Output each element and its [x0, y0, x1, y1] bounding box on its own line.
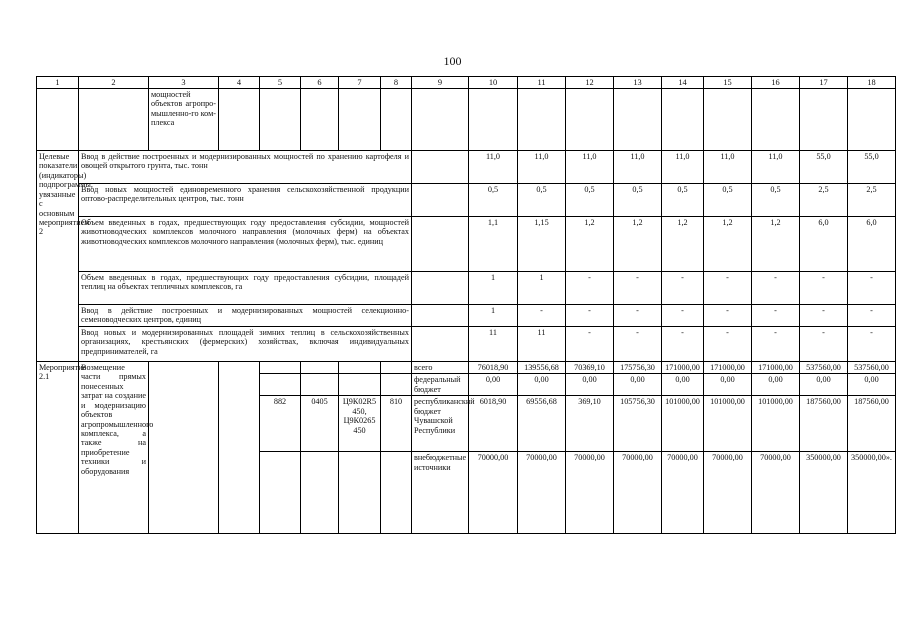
funding-value: 70000,00: [704, 452, 752, 534]
indicator-value: 11,0: [614, 151, 662, 184]
indicator-value: 11,0: [469, 151, 518, 184]
funding-source: федеральный бюджет: [412, 374, 469, 396]
cont-col-13: [614, 89, 662, 151]
indicator-value: -: [614, 327, 662, 362]
funding-value: 171000,00: [752, 362, 800, 374]
column-header-18: 18: [848, 77, 896, 89]
table-row: [37, 151, 896, 184]
cont-col-14: [662, 89, 704, 151]
indicator-value: -: [704, 272, 752, 305]
indicator-value: 2,5: [848, 184, 896, 217]
funding-value: 101000,00: [704, 396, 752, 452]
funding-value: 6018,90: [469, 396, 518, 452]
code-expense-group: 810: [381, 396, 412, 452]
code-col-5: [260, 362, 301, 374]
column-header-15: 15: [704, 77, 752, 89]
code-col-5: [260, 452, 301, 534]
column-header-1: 1: [37, 77, 79, 89]
funding-value: 369,10: [566, 396, 614, 452]
indicator-value: -: [752, 272, 800, 305]
measure-description: Возмещение части прямых понесенных затрат на создание и модернизацию объектов агропромышленного комплекса, а также на приобретение техники и оборудования: [79, 362, 149, 534]
column-header-7: 7: [339, 77, 381, 89]
cont-col-4: [219, 89, 260, 151]
indicator-value: 11,0: [752, 151, 800, 184]
indicator-value: -: [704, 327, 752, 362]
funding-value: 0,00: [469, 374, 518, 396]
indicator-value: 0,5: [469, 184, 518, 217]
code-col-8: [381, 362, 412, 374]
funding-value: 70000,00: [752, 452, 800, 534]
indicator-value: 0,5: [518, 184, 566, 217]
funding-value: 70000,00: [566, 452, 614, 534]
cont-col-10: [469, 89, 518, 151]
indicator-col-10: [412, 184, 469, 217]
indicator-value: -: [614, 305, 662, 327]
indicator-value: -: [800, 327, 848, 362]
code-section: 0405: [301, 396, 339, 452]
funding-source: всего: [412, 362, 469, 374]
cont-col-11: [518, 89, 566, 151]
indicator-col-10: [412, 272, 469, 305]
indicator-value: 11: [518, 327, 566, 362]
measure-col-3: [149, 362, 219, 534]
indicator-col-10: [412, 305, 469, 327]
indicator-value: -: [662, 272, 704, 305]
page-number: 100: [443, 54, 462, 68]
indicator-value: -: [752, 305, 800, 327]
indicator-value: -: [662, 327, 704, 362]
column-header-2: 2: [79, 77, 149, 89]
indicator-value: 11,0: [518, 151, 566, 184]
cont-col-7: [339, 89, 381, 151]
cont-col-15: [704, 89, 752, 151]
column-header-17: 17: [800, 77, 848, 89]
funding-value: 70000,00: [614, 452, 662, 534]
indicator-value: -: [566, 305, 614, 327]
indicator-value: 0,5: [566, 184, 614, 217]
funding-value: 76018,90: [469, 362, 518, 374]
indicator-value: -: [848, 305, 896, 327]
funding-value: 0,00: [662, 374, 704, 396]
funding-value: 70369,10: [566, 362, 614, 374]
cont-col-16: [752, 89, 800, 151]
table-row: [37, 184, 896, 217]
funding-value: 537560,00: [848, 362, 896, 374]
funding-value: 187560,00: [800, 396, 848, 452]
indicator-value: 1,2: [662, 217, 704, 272]
funding-source: республиканский бюджет Чувашской Республики: [412, 396, 469, 452]
measure-col-4: [219, 362, 260, 534]
table-row: [37, 217, 896, 272]
cont-col-17: [800, 89, 848, 151]
indicator-value: 1,2: [752, 217, 800, 272]
code-col-7: [339, 362, 381, 374]
indicator-value: -: [848, 327, 896, 362]
indicator-text: Ввод в действие построенных и модернизированных мощностей по хранению картофеля и овощей открытого грунта, тыс. тонн: [79, 151, 412, 184]
cont-col-9: [412, 89, 469, 151]
cont-col-18: [848, 89, 896, 151]
indicator-value: -: [800, 305, 848, 327]
table-row: [37, 272, 896, 305]
indicator-value: 1,1: [469, 217, 518, 272]
column-header-11: 11: [518, 77, 566, 89]
indicator-value: 11,0: [662, 151, 704, 184]
code-col-8: [381, 374, 412, 396]
funding-value: 0,00: [752, 374, 800, 396]
code-col-6: [301, 362, 339, 374]
indicator-value: -: [566, 272, 614, 305]
funding-value: 101000,00: [752, 396, 800, 452]
indicator-value: 11,0: [704, 151, 752, 184]
funding-value: 0,00: [800, 374, 848, 396]
indicator-value: 2,5: [800, 184, 848, 217]
code-col-5: [260, 374, 301, 396]
funding-value: 350000,00: [800, 452, 848, 534]
column-header-16: 16: [752, 77, 800, 89]
column-header-5: 5: [260, 77, 301, 89]
funding-value: 175756,30: [614, 362, 662, 374]
indicator-value: 0,5: [614, 184, 662, 217]
indicator-value: 1,2: [614, 217, 662, 272]
indicator-col-10: [412, 151, 469, 184]
table-row: [37, 362, 896, 374]
indicator-value: 1,2: [566, 217, 614, 272]
indicator-value: -: [800, 272, 848, 305]
funding-value: 70000,00: [662, 452, 704, 534]
indicator-value: -: [704, 305, 752, 327]
funding-source: внебюджетные источники: [412, 452, 469, 534]
code-col-8: [381, 452, 412, 534]
indicator-value: 11: [469, 327, 518, 362]
indicator-value: -: [662, 305, 704, 327]
indicator-text: Объем введенных в годах, предшествующих году предоставления субсидии, мощностей животноводческих комплексов молочного направления (молочных ферм) на объектах животноводческих комплексов молочного направления (молочных ферм), тыс. единиц: [79, 217, 412, 272]
funding-value: 69556,68: [518, 396, 566, 452]
indicator-value: -: [752, 327, 800, 362]
funding-value: 537560,00: [800, 362, 848, 374]
program-table: [36, 76, 896, 534]
indicator-value: -: [614, 272, 662, 305]
column-header-9: 9: [412, 77, 469, 89]
cont-col-3: мощностей объектов агропро-мышленно-го ком-плекса: [149, 89, 219, 151]
indicator-value: 55,0: [800, 151, 848, 184]
funding-value: 0,00: [518, 374, 566, 396]
indicator-value: 1: [469, 305, 518, 327]
funding-value: 139556,68: [518, 362, 566, 374]
column-header-4: 4: [219, 77, 260, 89]
indicator-col-10: [412, 217, 469, 272]
cont-col-2: [79, 89, 149, 151]
column-header-12: 12: [566, 77, 614, 89]
indicator-col-10: [412, 327, 469, 362]
funding-value: 70000,00: [518, 452, 566, 534]
code-col-7: [339, 374, 381, 396]
indicator-value: 6,0: [800, 217, 848, 272]
targets-label: Целевые показатели (индикаторы) подпрограммы, увязанные с основным мероприятием 2: [37, 151, 79, 362]
measure-number: Мероприятие 2.1: [37, 362, 79, 534]
code-col-7: [339, 452, 381, 534]
cont-col-8: [381, 89, 412, 151]
funding-value: 101000,00: [662, 396, 704, 452]
table-row: [37, 327, 896, 362]
funding-value: 70000,00: [469, 452, 518, 534]
funding-value: 350000,00».: [848, 452, 896, 534]
code-col-6: [301, 452, 339, 534]
funding-value: 105756,30: [614, 396, 662, 452]
indicator-value: 0,5: [662, 184, 704, 217]
indicator-text: Ввод в действие построенных и модернизированных мощностей селекционно-семеноводческих центров, единиц: [79, 305, 412, 327]
column-header-13: 13: [614, 77, 662, 89]
funding-value: 0,00: [614, 374, 662, 396]
funding-value: 171000,00: [704, 362, 752, 374]
indicator-value: 11,0: [566, 151, 614, 184]
code-target-article: Ц9К02R5 450, Ц9К0265 450: [339, 396, 381, 452]
indicator-value: 1,15: [518, 217, 566, 272]
cont-col-5: [260, 89, 301, 151]
cont-col-6: [301, 89, 339, 151]
column-header-3: 3: [149, 77, 219, 89]
column-header-6: 6: [301, 77, 339, 89]
column-header-14: 14: [662, 77, 704, 89]
indicator-value: 0,5: [704, 184, 752, 217]
indicator-value: 1,2: [704, 217, 752, 272]
indicator-value: -: [518, 305, 566, 327]
indicator-value: -: [848, 272, 896, 305]
funding-value: 171000,00: [662, 362, 704, 374]
indicator-value: 1: [469, 272, 518, 305]
funding-value: 0,00: [848, 374, 896, 396]
indicator-value: 55,0: [848, 151, 896, 184]
funding-value: 187560,00: [848, 396, 896, 452]
indicator-value: 0,5: [752, 184, 800, 217]
cont-col-12: [566, 89, 614, 151]
cont-col-1: [37, 89, 79, 151]
indicator-text: Ввод новых мощностей единовременного хранения сельскохозяйственной продукции оптово-распределительных центров, тыс. тонн: [79, 184, 412, 217]
table-row: [37, 305, 896, 327]
code-grbs: 882: [260, 396, 301, 452]
indicator-value: -: [566, 327, 614, 362]
funding-value: 0,00: [566, 374, 614, 396]
indicator-value: 1: [518, 272, 566, 305]
table-row: [37, 77, 896, 89]
indicator-text: Ввод новых и модернизированных площадей зимних теплиц в сельскохозяйственных организациях, крестьянских (фермерских) хозяйствах, включая индивидуальных предпринимателей, га: [79, 327, 412, 362]
code-col-6: [301, 374, 339, 396]
indicator-text: Объем введенных в годах, предшествующих году предоставления субсидии, площадей теплиц на объектах тепличных комплексов, га: [79, 272, 412, 305]
indicator-value: 6,0: [848, 217, 896, 272]
column-header-10: 10: [469, 77, 518, 89]
table-row: [37, 89, 896, 151]
funding-value: 0,00: [704, 374, 752, 396]
column-header-8: 8: [381, 77, 412, 89]
